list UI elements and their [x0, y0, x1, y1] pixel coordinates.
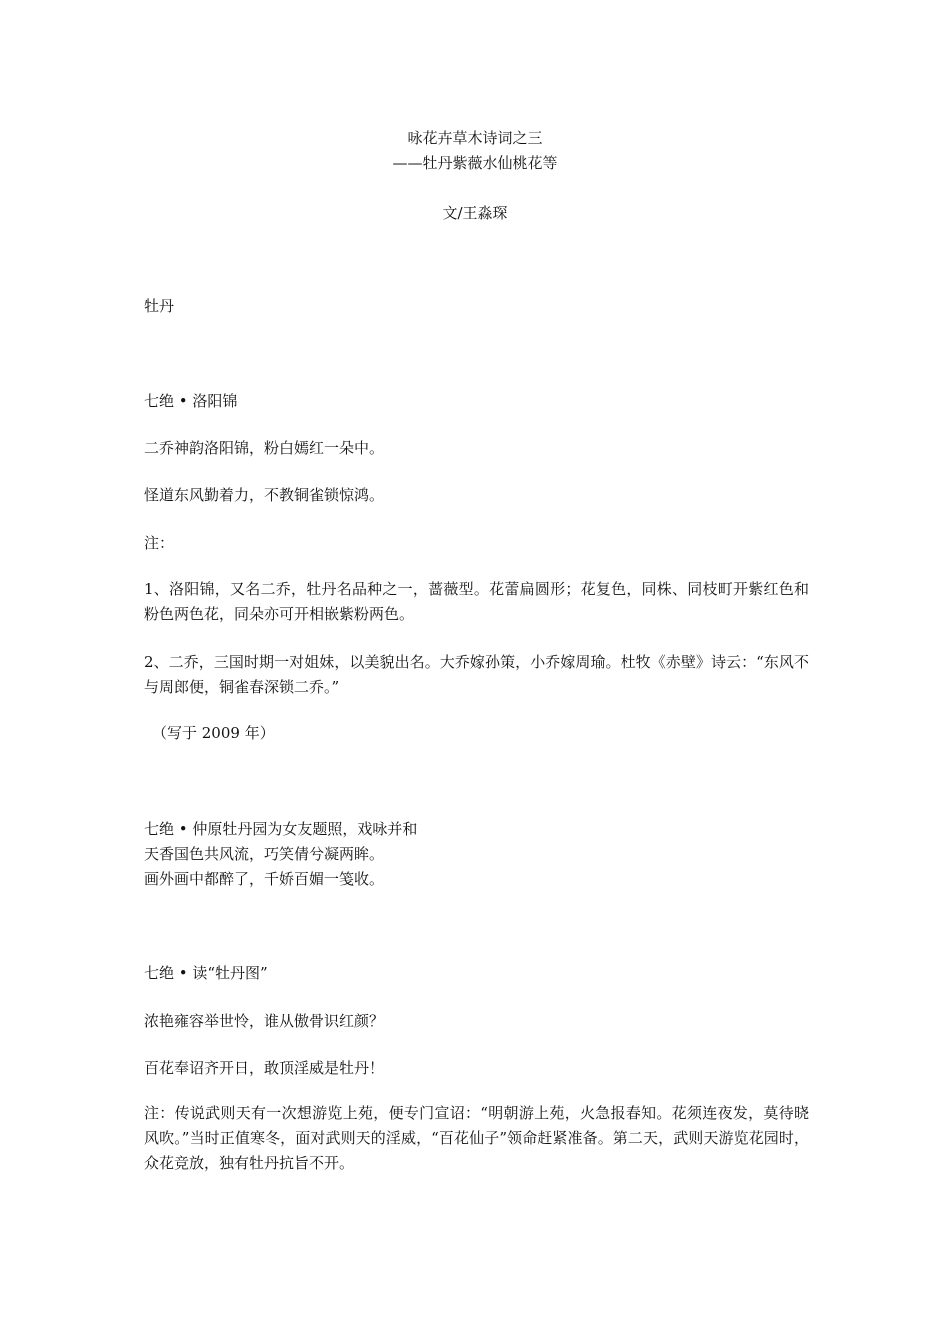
- poem2-title: 七绝 • 仲原牡丹园为女友题照，戏咏并和: [144, 820, 418, 838]
- poem1-title: 七绝 • 洛阳锦: [144, 392, 238, 410]
- poem2-line2: 画外画中都醉了，千娇百媚一笺收。: [144, 870, 385, 888]
- poem1-line2: 怪道东风勤着力，不教铜雀锁惊鸿。: [144, 486, 385, 504]
- poem3-note: 注：传说武则天有一次想游览上苑，便专门宣诏：“明朝游上苑，火急报春知。花须连夜发，莫待晓风吹。”当时正值寒冬，面对武则天的淫威，“百花仙子”领命赶紧准备。第二天，武则天游览花园时，众花竞放，独有牡丹抗旨不开。: [144, 1104, 809, 1172]
- poem1-line1: 二乔神韵洛阳锦，粉白嫣红一朵中。: [144, 439, 385, 457]
- document-subtitle: ——牡丹紫薇水仙桃花等: [392, 154, 558, 172]
- author-line: 文/王淼琛: [442, 204, 508, 222]
- poem1-note2: 2、二乔，三国时期一对姐妹，以美貌出名。大乔嫁孙策，小乔嫁周瑜。杜牧《赤壁》诗云：“东风不与周郎便，铜雀春深锁二乔。”: [144, 653, 809, 696]
- poem1-date: （写于 2009 年）: [152, 724, 275, 742]
- poem3-line1: 浓艳雍容举世怜，谁从傲骨识红颜？: [144, 1012, 385, 1030]
- document-title: 咏花卉草木诗词之三: [407, 129, 543, 147]
- poem1-note-label: 注：: [144, 534, 175, 552]
- poem3-title: 七绝 • 读“牡丹图”: [144, 964, 268, 982]
- poem3-line2: 百花奉诏齐开日，敢顶淫威是牡丹！: [144, 1059, 385, 1077]
- section-heading: 牡丹: [144, 297, 175, 315]
- poem2-line1: 天香国色共风流，巧笑倩兮凝两眸。: [144, 845, 385, 863]
- poem1-note1: 1、洛阳锦，又名二乔，牡丹名品种之一，蔷薇型。花蕾扁圆形；花复色，同株、同枝町开紫红色和粉色两色花，同朵亦可开相嵌紫粉两色。: [144, 580, 809, 623]
